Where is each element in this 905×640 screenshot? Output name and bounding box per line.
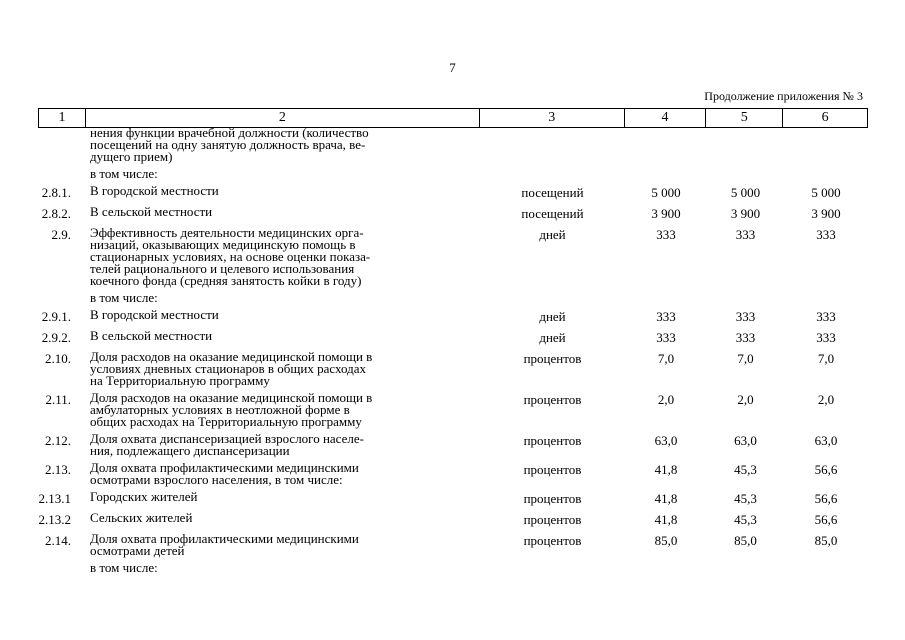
- table-row: [38, 491, 868, 507]
- row-value-5: [707, 127, 784, 163]
- row-unit: дней: [539, 309, 566, 324]
- row-unit: дней: [539, 227, 566, 242]
- row-number: 2.9.1.: [41, 309, 71, 324]
- description-line: осмотрами детей: [90, 543, 185, 558]
- row-value-6: [784, 168, 868, 180]
- row-unit: процентов: [523, 433, 582, 448]
- row-description: [85, 168, 480, 180]
- row-value-5: 45,3: [734, 462, 757, 477]
- row-number: 2.10.: [45, 351, 71, 366]
- row-value-6: [784, 127, 868, 163]
- description-line: Доля расходов на оказание медицинской помощи в: [90, 390, 373, 405]
- row-value-6: 63,0: [814, 433, 838, 448]
- row-number: 2.12.: [45, 433, 71, 448]
- row-value-4: [625, 292, 707, 304]
- description-line: посещений на одну занятую должность врача, ве-: [90, 137, 366, 152]
- row-value-4: 333: [656, 227, 676, 242]
- row-value-5: [707, 292, 784, 304]
- row-unit: [480, 292, 625, 304]
- row-description: [85, 392, 480, 428]
- description-line: Сельских жителей: [90, 510, 193, 525]
- row-value-6: 333: [816, 309, 836, 324]
- table-row: [38, 512, 868, 528]
- table-row: [38, 330, 868, 346]
- row-value-5: 333: [735, 227, 756, 242]
- row-value-4: 41,8: [654, 491, 678, 506]
- row-unit: посещений: [521, 185, 584, 200]
- row-unit: посещений: [521, 206, 584, 221]
- row-value-4: 333: [656, 309, 676, 324]
- table-row: [38, 185, 868, 201]
- row-unit: процентов: [523, 351, 582, 366]
- description-line: телей рационального и целевого использования: [90, 261, 355, 276]
- table-row: [38, 533, 868, 557]
- table-row: [38, 206, 868, 222]
- row-value-6: 56,6: [814, 462, 838, 477]
- row-description: [85, 512, 480, 528]
- row-value-6: [784, 292, 868, 304]
- row-description: [85, 185, 480, 201]
- description-line: общих расходах на Территориальную программу: [90, 414, 362, 429]
- row-number: 2.9.2.: [41, 330, 71, 345]
- row-description: [85, 533, 480, 557]
- row-description: [85, 330, 480, 346]
- row-description: [85, 433, 480, 457]
- table-row: [38, 392, 868, 428]
- row-number: [38, 127, 85, 163]
- row-number: 2.11.: [45, 392, 71, 407]
- row-value-5: 2,0: [737, 392, 754, 407]
- description-line: на Территориальную программу: [90, 373, 270, 388]
- description-line: В городской местности: [90, 307, 219, 322]
- row-value-4: 2,0: [657, 392, 675, 407]
- description-line: В сельской местности: [90, 328, 213, 343]
- row-value-4: 41,8: [654, 462, 678, 477]
- header-cell: 2: [86, 109, 480, 127]
- description-line: в том числе:: [90, 290, 158, 305]
- row-value-6: 5 000: [811, 185, 841, 200]
- row-value-4: 333: [656, 330, 676, 345]
- description-line: Доля охвата профилактическими медицинскими: [90, 531, 359, 546]
- row-value-5: 5 000: [730, 185, 761, 200]
- table-row: [38, 351, 868, 387]
- row-number: 2.9.: [51, 227, 71, 242]
- row-value-5: 333: [735, 330, 756, 345]
- row-value-4: [625, 127, 707, 163]
- row-number: [38, 292, 85, 304]
- row-value-6: 7,0: [817, 351, 835, 366]
- row-value-5: 45,3: [734, 512, 757, 527]
- description-line: коечного фонда (средняя занятость койки в году): [90, 273, 362, 288]
- row-description: [85, 127, 480, 163]
- description-line: Доля расходов на оказание медицинской помощи в: [90, 349, 373, 364]
- row-value-5: 7,0: [737, 351, 754, 366]
- row-number: 2.8.1.: [41, 185, 71, 200]
- row-description: [85, 491, 480, 507]
- row-number: [38, 562, 85, 574]
- table-row: [38, 562, 868, 574]
- row-value-4: [625, 168, 707, 180]
- description-line: осмотрами взрослого населения, в том числе:: [90, 472, 343, 487]
- row-number: 2.13.: [45, 462, 71, 477]
- row-value-4: [625, 562, 707, 574]
- row-value-4: 3 900: [651, 206, 681, 221]
- row-unit: процентов: [523, 392, 582, 407]
- description-line: В сельской местности: [90, 204, 213, 219]
- description-line: амбулаторных условиях в неотложной форме в: [90, 402, 350, 417]
- description-line: нения функции врачебной должности (количество: [90, 125, 369, 140]
- description-line: ния, подлежащего диспансеризации: [90, 443, 290, 458]
- row-value-6: 3 900: [811, 206, 841, 221]
- row-value-5: 3 900: [730, 206, 761, 221]
- row-value-5: [707, 562, 784, 574]
- description-line: в том числе:: [90, 166, 158, 181]
- header-cell: 6: [821, 110, 829, 125]
- row-description: [85, 462, 480, 486]
- row-description: [85, 292, 480, 304]
- continuation-label: Продолжение приложения № 3: [704, 89, 863, 103]
- header-cell: 3: [480, 109, 625, 127]
- row-value-6: 56,6: [814, 491, 838, 506]
- row-value-6: 56,6: [814, 512, 838, 527]
- row-unit: [480, 168, 625, 180]
- description-line: низаций, оказывающих медицинскую помощь в: [90, 237, 356, 252]
- header-cell: 5: [706, 109, 783, 127]
- table-row: [38, 462, 868, 486]
- table-row: [38, 292, 868, 304]
- table-row: [38, 309, 868, 325]
- row-unit: [480, 127, 625, 163]
- description-line: Эффективность деятельности медицинских орга-: [90, 225, 364, 240]
- row-unit: процентов: [523, 491, 582, 506]
- description-line: дущего прием): [90, 149, 173, 164]
- row-description: [85, 562, 480, 574]
- row-value-6: [784, 562, 868, 574]
- row-value-6: 333: [816, 330, 836, 345]
- table-row: [38, 168, 868, 180]
- description-line: стационарных условиях, на основе оценки показа-: [90, 249, 371, 264]
- row-value-4: 85,0: [654, 533, 678, 548]
- table-row: [38, 227, 868, 287]
- row-value-4: 7,0: [657, 351, 675, 366]
- row-number: 2.13.2: [38, 512, 71, 527]
- row-number: [38, 168, 85, 180]
- row-value-5: 85,0: [734, 533, 757, 548]
- row-description: [85, 309, 480, 325]
- row-value-6: 85,0: [814, 533, 838, 548]
- row-number: 2.14.: [45, 533, 71, 548]
- header-cell: 4: [625, 109, 707, 127]
- row-value-4: 41,8: [654, 512, 678, 527]
- row-value-6: 2,0: [817, 392, 835, 407]
- table-body: [38, 127, 868, 579]
- description-line: В городской местности: [90, 183, 219, 198]
- row-value-5: [707, 168, 784, 180]
- row-value-4: 63,0: [654, 433, 678, 448]
- row-value-6: 333: [816, 227, 836, 242]
- row-number: 2.13.1: [38, 491, 71, 506]
- row-value-5: 63,0: [734, 433, 757, 448]
- row-value-5: 333: [735, 309, 756, 324]
- description-line: условиях дневных стационаров в общих расходах: [90, 361, 367, 376]
- row-unit: процентов: [523, 462, 582, 477]
- row-number: 2.8.2.: [41, 206, 71, 221]
- header-cell: 1: [39, 109, 86, 127]
- description-line: в том числе:: [90, 560, 158, 575]
- page-number: 7: [449, 60, 456, 75]
- row-description: [85, 206, 480, 222]
- row-unit: [480, 562, 625, 574]
- description-line: Доля охвата диспансеризацией взрослого населе-: [90, 431, 364, 446]
- row-description: [85, 351, 480, 387]
- table-row: [38, 127, 868, 163]
- description-line: Доля охвата профилактическими медицинскими: [90, 460, 359, 475]
- row-unit: дней: [539, 330, 566, 345]
- table-row: [38, 433, 868, 457]
- row-value-5: 45,3: [734, 491, 757, 506]
- row-unit: процентов: [523, 533, 582, 548]
- row-unit: процентов: [523, 512, 582, 527]
- row-value-4: 5 000: [651, 185, 681, 200]
- row-description: [85, 227, 480, 287]
- description-line: Городских жителей: [90, 489, 198, 504]
